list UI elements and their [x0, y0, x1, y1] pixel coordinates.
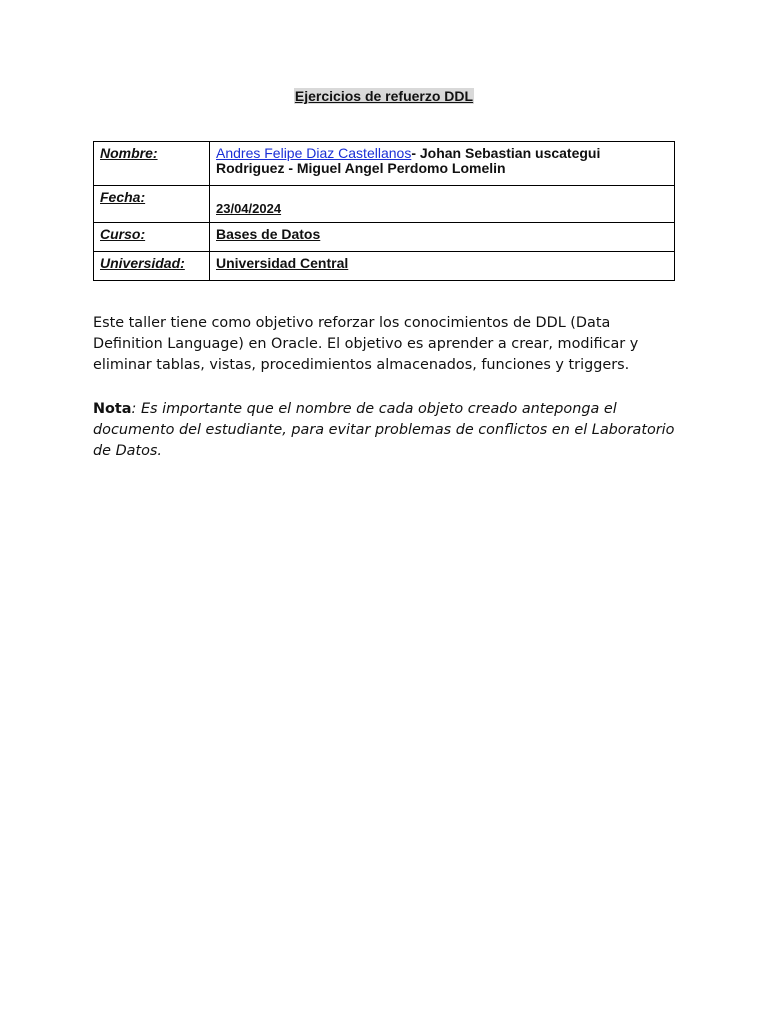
page-title-text: Ejercicios de refuerzo DDL [294, 88, 474, 104]
course-value: Bases de Datos [216, 226, 321, 242]
course-label: Curso: [94, 223, 210, 252]
date-label: Fecha: [94, 186, 210, 223]
table-row-university [94, 252, 675, 281]
page-title [0, 87, 768, 105]
note-paragraph [93, 399, 683, 462]
student-info-table [93, 141, 675, 281]
date-cell [210, 186, 675, 223]
other-student-names: - Johan Sebastian uscategui Rodriguez - Miguel Angel Perdomo Lomelin [216, 145, 601, 176]
note-text: : Es importante que el nombre de cada objeto creado anteponga el documento del estudiante, para evitar problemas de conflictos en el Laboratorio de Datos. [93, 401, 675, 459]
table-row-date [94, 186, 675, 223]
names-value [210, 142, 675, 186]
note-label: Nota [93, 401, 132, 417]
university-cell [210, 252, 675, 281]
university-value: Universidad Central [216, 255, 349, 271]
table-row-names [94, 142, 675, 186]
date-value: 23/04/2024 [216, 201, 282, 216]
university-label: Universidad: [94, 252, 210, 281]
intro-paragraph: Este taller tiene como objetivo reforzar los conocimientos de DDL (Data Definition Language) en Oracle. El objetivo es aprender a crear, modificar y eliminar tablas, vistas, procedimientos almacenados, funciones y triggers. [93, 315, 639, 373]
names-label: Nombre: [94, 142, 210, 186]
course-cell [210, 223, 675, 252]
student-name-link[interactable]: Andres Felipe Diaz Castellanos [216, 145, 412, 161]
table-row-course [94, 223, 675, 252]
